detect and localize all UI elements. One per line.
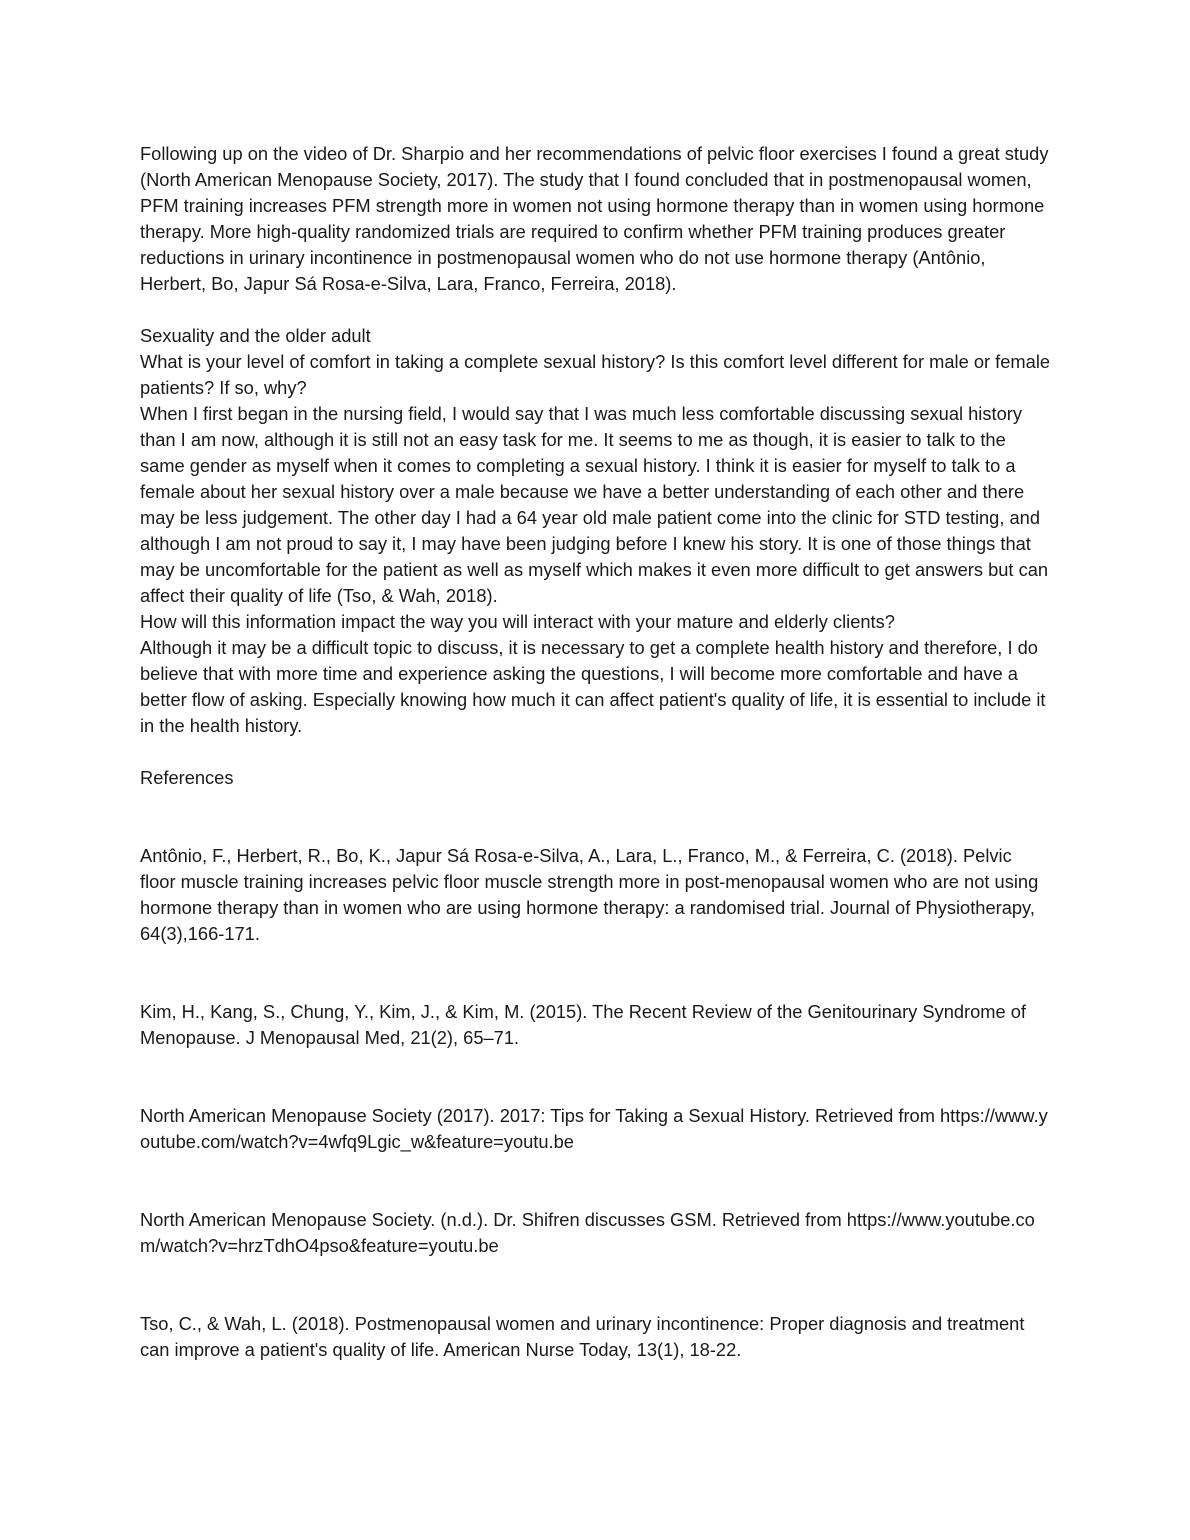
intro-paragraph: Following up on the video of Dr. Sharpio and her recommendations of pelvic floor exercises I found a great study (North American Menopause Society, 2017). The study that I found concluded that in postmenopausal women, PFM training increases PFM strength more in women not using hormone therapy than in women using hormone therapy. More high-quality randomized trials are required to confirm whether PFM training produces greater reductions in urinary incontinence in postmenopausal women who do not use hormone therapy (Antônio, Herbert, Bo, Japur Sá Rosa-e-Silva, Lara, Franco, Ferreira, 2018). <box>140 143 1049 294</box>
reference-item: Kim, H., Kang, S., Chung, Y., Kim, J., & Kim, M. (2015). The Recent Review of the Genitourinary Syndrome of Menopause. J Menopausal Med, 21(2), 65–71. <box>140 1001 1027 1048</box>
question-2: How will this information impact the way you will interact with your mature and elderly clients? <box>140 611 895 632</box>
spacer <box>140 947 1052 999</box>
spacer <box>140 1155 1052 1207</box>
document-body <box>140 141 1052 1363</box>
references-heading: References <box>140 767 234 788</box>
reference-item: Tso, C., & Wah, L. (2018). Postmenopausal women and urinary incontinence: Proper diagnosis and treatment can improve a patient's quality of life. American Nurse Today, 13(1), 18-22. <box>140 1313 1025 1360</box>
answer-1: When I first began in the nursing field, I would say that I was much less comfortable discussing sexual history than I am now, although it is still not an easy task for me. It seems to me as though, it is easier to talk to the same gender as myself when it comes to completing a sexual history. I think it is easier for myself to talk to a female about her sexual history over a male because we have a better understanding of each other and there may be less judgement. The other day I had a 64 year old male patient come into the clinic for STD testing, and although I am not proud to say it, I may have been judging before I knew his story. It is one of those things that may be uncomfortable for the patient as well as myself which makes it even more difficult to get answers but can affect their quality of life (Tso, & Wah, 2018). <box>140 403 1049 606</box>
reference-item: Antônio, F., Herbert, R., Bo, K., Japur Sá Rosa-e-Silva, A., Lara, L., Franco, M., & Ferreira, C. (2018). Pelvic floor muscle training increases pelvic floor muscle strength more in post-menopausal women who are not using hormone therapy than in women who are using hormone therapy: a randomised trial. Journal of Physiotherapy, 64(3),166-171. <box>140 845 1039 944</box>
spacer <box>140 1051 1052 1103</box>
question-1: What is your level of comfort in taking a complete sexual history? Is this comfort level different for male or female patients? If so, why? <box>140 351 1051 398</box>
answer-2: Although it may be a difficult topic to discuss, it is necessary to get a complete health history and therefore, I do believe that with more time and experience asking the questions, I will become more comfortable and have a better flow of asking. Especially knowing how much it can affect patient's quality of life, it is essential to include it in the health history. <box>140 637 1046 736</box>
spacer <box>140 1259 1052 1311</box>
section-heading: Sexuality and the older adult <box>140 325 371 346</box>
spacer <box>140 297 1052 323</box>
reference-item: North American Menopause Society (2017). 2017: Tips for Taking a Sexual History. Retrieved from https://www.youtube.com/watch?v=4wfq9Lgic_w&feature=youtu.be <box>140 1105 1048 1152</box>
spacer <box>140 791 1052 843</box>
reference-item: North American Menopause Society. (n.d.). Dr. Shifren discusses GSM. Retrieved from https://www.youtube.com/watch?v=hrzTdhO4pso&feature=youtu.be <box>140 1209 1035 1256</box>
spacer <box>140 739 1052 765</box>
